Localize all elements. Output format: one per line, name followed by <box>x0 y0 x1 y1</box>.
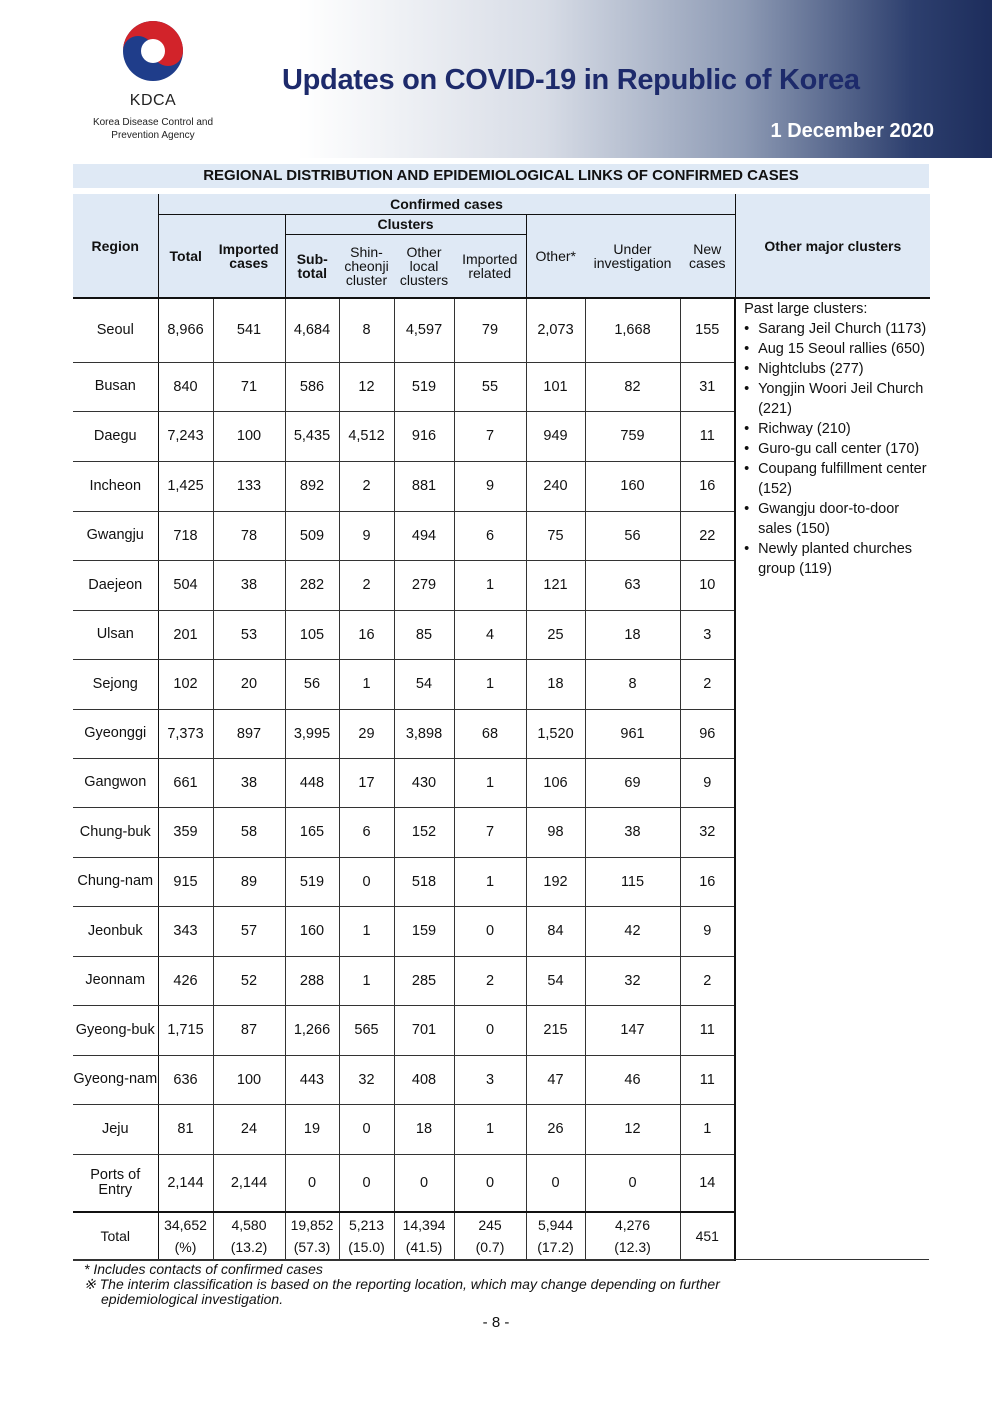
subtotal-cell: 0 <box>285 1154 339 1212</box>
subtotal-cell: 282 <box>285 560 339 610</box>
under-cell: 8 <box>585 659 680 709</box>
total-cell: 504 <box>158 560 213 610</box>
imprel-cell: 1 <box>454 758 526 807</box>
under-cell: 160 <box>585 461 680 511</box>
total-cell: 1,715 <box>158 1005 213 1055</box>
header-shincheonji-cluster: Shin-cheonji cluster <box>339 234 394 298</box>
other-cell: 54 <box>526 956 585 1005</box>
shin-cell: 0 <box>339 1104 394 1154</box>
footnote-2: ※ The interim classification is based on the reporting location, which may change depending on further <box>84 1276 720 1292</box>
imprel-cell: 1 <box>454 560 526 610</box>
region-cell: Daejeon <box>73 560 158 610</box>
other-cell: 98 <box>526 807 585 857</box>
other-major-clusters-list <box>735 298 930 1260</box>
imported-cell: 133 <box>213 461 285 511</box>
page-title: Updates on COVID-19 in Republic of Korea <box>282 64 860 96</box>
other-cell: 101 <box>526 362 585 411</box>
region-cell: Busan <box>73 362 158 411</box>
new-cell: 16 <box>680 461 735 511</box>
total-cell: 840 <box>158 362 213 411</box>
subtotal-cell: 519 <box>285 857 339 906</box>
total-local-cell <box>394 1212 454 1260</box>
imported-cell: 53 <box>213 610 285 659</box>
total-cell: 1,425 <box>158 461 213 511</box>
shin-cell: 0 <box>339 1154 394 1212</box>
shin-cell: 565 <box>339 1005 394 1055</box>
imprel-cell: 7 <box>454 807 526 857</box>
total-subtotal-cell <box>285 1212 339 1260</box>
table-row <box>73 298 930 362</box>
shin-cell: 9 <box>339 511 394 560</box>
header-new-cases: New cases <box>680 214 735 298</box>
under-cell: 42 <box>585 906 680 956</box>
imported-cell: 100 <box>213 411 285 461</box>
total-cell: 8,966 <box>158 298 213 362</box>
imprel-cell: 7 <box>454 411 526 461</box>
other-cell: 192 <box>526 857 585 906</box>
total-cell: 661 <box>158 758 213 807</box>
imprel-cell: 4 <box>454 610 526 659</box>
total-total-value: 34,652 <box>164 1217 207 1234</box>
region-cell: Daegu <box>73 411 158 461</box>
total-imprel-percent: (0.7) <box>475 1239 505 1256</box>
new-cell: 32 <box>680 807 735 857</box>
header-under-investigation: Under investigation <box>585 214 680 298</box>
imprel-cell: 2 <box>454 956 526 1005</box>
imported-cell: 100 <box>213 1055 285 1104</box>
subtotal-cell: 1,266 <box>285 1005 339 1055</box>
cluster-item: • Guro-gu call center (170) <box>758 439 930 459</box>
local-cell: 408 <box>394 1055 454 1104</box>
imprel-cell: 68 <box>454 709 526 758</box>
subtotal-cell: 509 <box>285 511 339 560</box>
other-cell: 240 <box>526 461 585 511</box>
footnote-2-cont: epidemiological investigation. <box>101 1291 284 1307</box>
region-cell: Ulsan <box>73 610 158 659</box>
header-other-major-clusters: Other major clusters <box>735 194 930 298</box>
local-cell: 18 <box>394 1104 454 1154</box>
local-cell: 54 <box>394 659 454 709</box>
total-under-value: 4,276 <box>614 1217 651 1234</box>
local-cell: 159 <box>394 906 454 956</box>
total-imprel-value: 245 <box>478 1217 502 1234</box>
imprel-cell: 0 <box>454 1005 526 1055</box>
shin-cell: 12 <box>339 362 394 411</box>
under-cell: 961 <box>585 709 680 758</box>
subtotal-cell: 4,684 <box>285 298 339 362</box>
imprel-cell: 3 <box>454 1055 526 1104</box>
region-cell: Seoul <box>73 298 158 362</box>
new-cell: 2 <box>680 659 735 709</box>
header-clusters: Clusters <box>285 214 526 234</box>
shin-cell: 8 <box>339 298 394 362</box>
other-cell: 75 <box>526 511 585 560</box>
new-cell: 9 <box>680 758 735 807</box>
region-cell: Gyeong-buk <box>73 1005 158 1055</box>
new-cell: 10 <box>680 560 735 610</box>
header-imported-cases: Imported cases <box>213 214 285 298</box>
new-cell: 96 <box>680 709 735 758</box>
imprel-cell: 79 <box>454 298 526 362</box>
subtotal-cell: 165 <box>285 807 339 857</box>
region-cell: Jeonbuk <box>73 906 158 956</box>
local-cell: 494 <box>394 511 454 560</box>
subtotal-cell: 448 <box>285 758 339 807</box>
total-cell: 718 <box>158 511 213 560</box>
local-cell: 701 <box>394 1005 454 1055</box>
region-cell: Sejong <box>73 659 158 709</box>
local-cell: 916 <box>394 411 454 461</box>
shin-cell: 1 <box>339 906 394 956</box>
region-cell: Gyeong-nam <box>73 1055 158 1104</box>
header-other: Other* <box>526 214 585 298</box>
under-cell: 12 <box>585 1104 680 1154</box>
subtotal-cell: 160 <box>285 906 339 956</box>
total-imported-value: 4,580 <box>231 1217 267 1234</box>
report-date: 1 December 2020 <box>770 120 934 142</box>
total-shin-cell <box>339 1212 394 1260</box>
local-cell: 0 <box>394 1154 454 1212</box>
region-cell: Chung-nam <box>73 857 158 906</box>
footer-divider <box>73 1259 929 1260</box>
total-total-cell <box>158 1212 213 1260</box>
subtotal-cell: 19 <box>285 1104 339 1154</box>
total-under-cell <box>585 1212 680 1260</box>
local-cell: 152 <box>394 807 454 857</box>
subtotal-cell: 3,995 <box>285 709 339 758</box>
subtotal-cell: 892 <box>285 461 339 511</box>
other-cell: 26 <box>526 1104 585 1154</box>
imprel-cell: 1 <box>454 659 526 709</box>
imported-cell: 57 <box>213 906 285 956</box>
under-cell: 18 <box>585 610 680 659</box>
region-cell: Chung-buk <box>73 807 158 857</box>
header-subtotal: Sub-total <box>285 234 339 298</box>
new-cell: 22 <box>680 511 735 560</box>
shin-cell: 1 <box>339 956 394 1005</box>
cluster-item: • Yongjin Woori Jeil Church (221) <box>758 379 930 419</box>
new-cell: 14 <box>680 1154 735 1212</box>
region-cell: Gangwon <box>73 758 158 807</box>
total-cell: 343 <box>158 906 213 956</box>
shin-cell: 32 <box>339 1055 394 1104</box>
total-imported-percent: (13.2) <box>230 1239 268 1256</box>
other-cell: 84 <box>526 906 585 956</box>
imported-cell: 24 <box>213 1104 285 1154</box>
under-cell: 759 <box>585 411 680 461</box>
subtotal-cell: 56 <box>285 659 339 709</box>
shin-cell: 2 <box>339 461 394 511</box>
cluster-item: • Nightclubs (277) <box>758 359 930 379</box>
total-cell: 201 <box>158 610 213 659</box>
shin-cell: 6 <box>339 807 394 857</box>
total-cell: 81 <box>158 1104 213 1154</box>
total-cell: 636 <box>158 1055 213 1104</box>
imported-cell: 52 <box>213 956 285 1005</box>
local-cell: 285 <box>394 956 454 1005</box>
total-imprel-cell <box>454 1212 526 1260</box>
other-cell: 106 <box>526 758 585 807</box>
local-cell: 518 <box>394 857 454 906</box>
header-imported-related: Imported related <box>454 234 526 298</box>
cluster-item: • Newly planted churches group (119) <box>758 539 930 579</box>
subtotal-cell: 5,435 <box>285 411 339 461</box>
total-cell: 7,243 <box>158 411 213 461</box>
subtotal-cell: 586 <box>285 362 339 411</box>
header-region: Region <box>73 194 158 298</box>
region-cell: Jeju <box>73 1104 158 1154</box>
other-cell: 949 <box>526 411 585 461</box>
cluster-item: • Richway (210) <box>758 419 930 439</box>
region-cell: Gyeonggi <box>73 709 158 758</box>
shin-cell: 1 <box>339 659 394 709</box>
imported-cell: 20 <box>213 659 285 709</box>
under-cell: 0 <box>585 1154 680 1212</box>
local-cell: 279 <box>394 560 454 610</box>
under-cell: 69 <box>585 758 680 807</box>
total-other-value: 5,944 <box>537 1217 574 1234</box>
total-label: Total <box>73 1212 158 1260</box>
other-cell: 121 <box>526 560 585 610</box>
total-cell: 426 <box>158 956 213 1005</box>
header-other-local-clusters: Other local clusters <box>394 234 454 298</box>
shin-cell: 2 <box>339 560 394 610</box>
local-cell: 519 <box>394 362 454 411</box>
under-cell: 1,668 <box>585 298 680 362</box>
under-cell: 63 <box>585 560 680 610</box>
total-cell: 2,144 <box>158 1154 213 1212</box>
region-cell: Jeonnam <box>73 956 158 1005</box>
region-cell: Ports of Entry <box>73 1154 158 1212</box>
total-other-cell <box>526 1212 585 1260</box>
imported-cell: 897 <box>213 709 285 758</box>
new-cell: 11 <box>680 1055 735 1104</box>
total-new-cell: 451 <box>680 1212 735 1260</box>
imprel-cell: 55 <box>454 362 526 411</box>
other-cell: 215 <box>526 1005 585 1055</box>
page-number: - 8 - <box>482 1314 510 1331</box>
imported-cell: 2,144 <box>213 1154 285 1212</box>
cluster-item: • Aug 15 Seoul rallies (650) <box>758 339 930 359</box>
imprel-cell: 0 <box>454 1154 526 1212</box>
imprel-cell: 6 <box>454 511 526 560</box>
cluster-item: • Coupang fulfillment center (152) <box>758 459 930 499</box>
header-confirmed-cases: Confirmed cases <box>158 194 735 214</box>
imported-cell: 87 <box>213 1005 285 1055</box>
regional-distribution-table <box>73 194 930 1261</box>
imported-cell: 38 <box>213 560 285 610</box>
subtotal-cell: 443 <box>285 1055 339 1104</box>
logo-subtitle: Korea Disease Control and Prevention Agency <box>92 117 214 141</box>
new-cell: 1 <box>680 1104 735 1154</box>
subtotal-cell: 105 <box>285 610 339 659</box>
new-cell: 3 <box>680 610 735 659</box>
under-cell: 32 <box>585 956 680 1005</box>
local-cell: 3,898 <box>394 709 454 758</box>
footnote-1: * Includes contacts of confirmed cases <box>84 1261 323 1277</box>
new-cell: 2 <box>680 956 735 1005</box>
local-cell: 881 <box>394 461 454 511</box>
shin-cell: 16 <box>339 610 394 659</box>
total-subtotal-value: 19,852 <box>290 1217 334 1234</box>
total-imported-cell <box>213 1212 285 1260</box>
new-cell: 155 <box>680 298 735 362</box>
other-cell: 47 <box>526 1055 585 1104</box>
local-cell: 430 <box>394 758 454 807</box>
total-cell: 102 <box>158 659 213 709</box>
total-shin-percent: (15.0) <box>348 1239 385 1256</box>
total-subtotal-percent: (57.3) <box>293 1239 331 1256</box>
total-other-percent: (17.2) <box>537 1239 574 1256</box>
other-cell: 25 <box>526 610 585 659</box>
total-local-percent: (41.5) <box>405 1239 443 1256</box>
region-cell: Incheon <box>73 461 158 511</box>
new-cell: 16 <box>680 857 735 906</box>
imported-cell: 38 <box>213 758 285 807</box>
under-cell: 82 <box>585 362 680 411</box>
total-cell: 915 <box>158 857 213 906</box>
total-cell: 7,373 <box>158 709 213 758</box>
other-cell: 18 <box>526 659 585 709</box>
shin-cell: 0 <box>339 857 394 906</box>
total-local-value: 14,394 <box>402 1217 446 1234</box>
subtotal-cell: 288 <box>285 956 339 1005</box>
cluster-item: • Gwangju door-to-door sales (150) <box>758 499 930 539</box>
total-under-percent: (12.3) <box>614 1239 651 1256</box>
local-cell: 85 <box>394 610 454 659</box>
footnotes <box>84 1262 924 1307</box>
other-cell: 1,520 <box>526 709 585 758</box>
imported-cell: 89 <box>213 857 285 906</box>
under-cell: 46 <box>585 1055 680 1104</box>
taegeuk-logo-icon <box>122 20 184 82</box>
section-title: REGIONAL DISTRIBUTION AND EPIDEMIOLOGICAL LINKS OF CONFIRMED CASES <box>73 164 929 188</box>
imprel-cell: 9 <box>454 461 526 511</box>
new-cell: 11 <box>680 1005 735 1055</box>
total-total-percent: (%) <box>174 1239 197 1256</box>
imported-cell: 58 <box>213 807 285 857</box>
shin-cell: 17 <box>339 758 394 807</box>
imported-cell: 71 <box>213 362 285 411</box>
total-shin-value: 5,213 <box>348 1217 385 1234</box>
imprel-cell: 0 <box>454 906 526 956</box>
under-cell: 147 <box>585 1005 680 1055</box>
other-cell: 2,073 <box>526 298 585 362</box>
logo-name: KDCA <box>129 92 177 109</box>
under-cell: 115 <box>585 857 680 906</box>
header-total: Total <box>158 214 213 298</box>
new-cell: 11 <box>680 411 735 461</box>
imported-cell: 78 <box>213 511 285 560</box>
shin-cell: 4,512 <box>339 411 394 461</box>
other-cell: 0 <box>526 1154 585 1212</box>
new-cell: 9 <box>680 906 735 956</box>
total-cell: 359 <box>158 807 213 857</box>
under-cell: 38 <box>585 807 680 857</box>
region-cell: Gwangju <box>73 511 158 560</box>
local-cell: 4,597 <box>394 298 454 362</box>
imprel-cell: 1 <box>454 857 526 906</box>
cluster-item: • Sarang Jeil Church (1173) <box>758 319 930 339</box>
new-cell: 31 <box>680 362 735 411</box>
shin-cell: 29 <box>339 709 394 758</box>
imported-cell: 541 <box>213 298 285 362</box>
under-cell: 56 <box>585 511 680 560</box>
past-clusters-intro: Past large clusters: <box>744 301 868 317</box>
imprel-cell: 1 <box>454 1104 526 1154</box>
